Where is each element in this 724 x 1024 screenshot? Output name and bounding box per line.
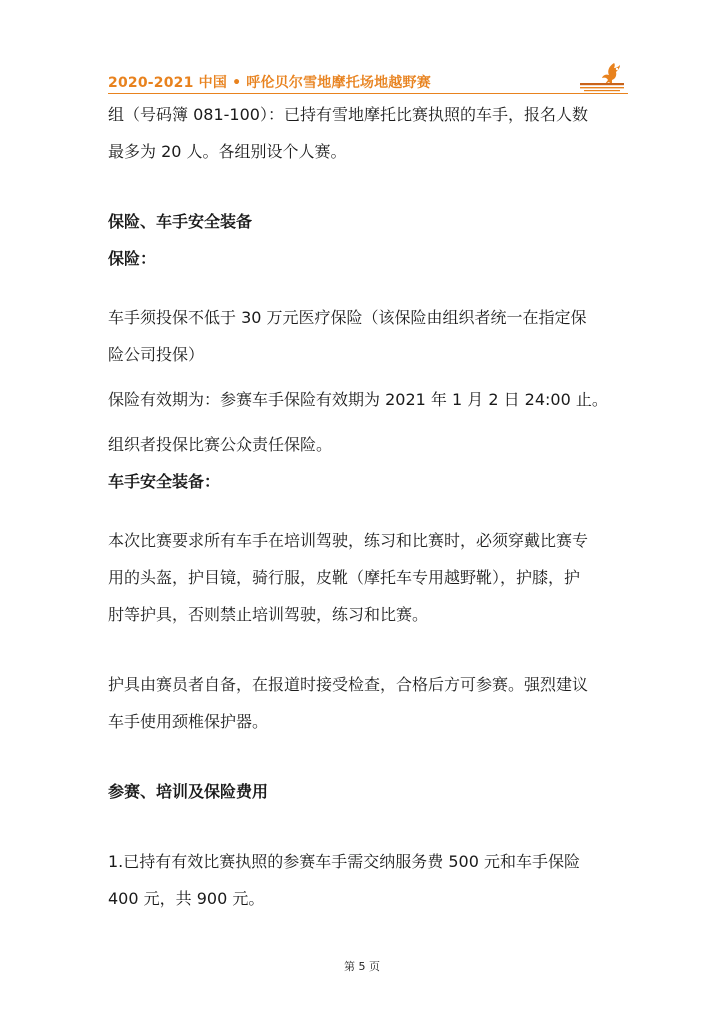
paragraph-line: 车手使用颈椎保护器。 bbox=[108, 712, 269, 731]
paragraph-line: 1.已持有有效比赛执照的参赛车手需交纳服务费 500 元和车手保险 bbox=[108, 852, 580, 871]
page-number: 第 5 页 bbox=[344, 960, 380, 973]
paragraph-line: 险公司投保） bbox=[108, 345, 205, 364]
paragraph-line: 最多为 20 人。各组别设个人赛。 bbox=[108, 142, 347, 161]
subheading-equipment: 车手安全装备： bbox=[108, 472, 221, 491]
section-heading-fees: 参赛、培训及保险费用 bbox=[108, 782, 269, 801]
document-body bbox=[108, 96, 628, 917]
subheading-insurance: 保险： bbox=[108, 249, 157, 268]
header-divider bbox=[108, 93, 628, 94]
paragraph-line: 组织者投保比赛公众责任保险。 bbox=[108, 435, 333, 454]
paragraph-line: 400 元，共 900 元。 bbox=[108, 889, 265, 908]
paragraph-line: 保险有效期为：参赛车手保险有效期为 2021 年 1 月 2 日 24:00 止。 bbox=[108, 390, 608, 409]
header-title: 2020-2021 中国 • 呼伦贝尔雪地摩托场地越野赛 bbox=[108, 75, 431, 91]
paragraph-line: 肘等护具，否则禁止培训驾驶，练习和比赛。 bbox=[108, 605, 429, 624]
event-logo-icon bbox=[576, 60, 628, 94]
paragraph-line: 组（号码簿 081-100）：已持有雪地摩托比赛执照的车手，报名人数 bbox=[108, 105, 588, 124]
paragraph-line: 车手须投保不低于 30 万元医疗保险（该保险由组织者统一在指定保 bbox=[108, 308, 587, 327]
page-header bbox=[108, 60, 628, 96]
paragraph-line: 护具由赛员者自备，在报道时接受检查，合格后方可参赛。强烈建议 bbox=[108, 675, 589, 694]
paragraph-line: 用的头盔，护目镜，骑行服，皮靴（摩托车专用越野靴），护膝，护 bbox=[108, 568, 581, 587]
section-heading-insurance-equipment: 保险、车手安全装备 bbox=[108, 212, 253, 231]
paragraph-line: 本次比赛要求所有车手在培训驾驶，练习和比赛时，必须穿戴比赛专 bbox=[108, 531, 589, 550]
